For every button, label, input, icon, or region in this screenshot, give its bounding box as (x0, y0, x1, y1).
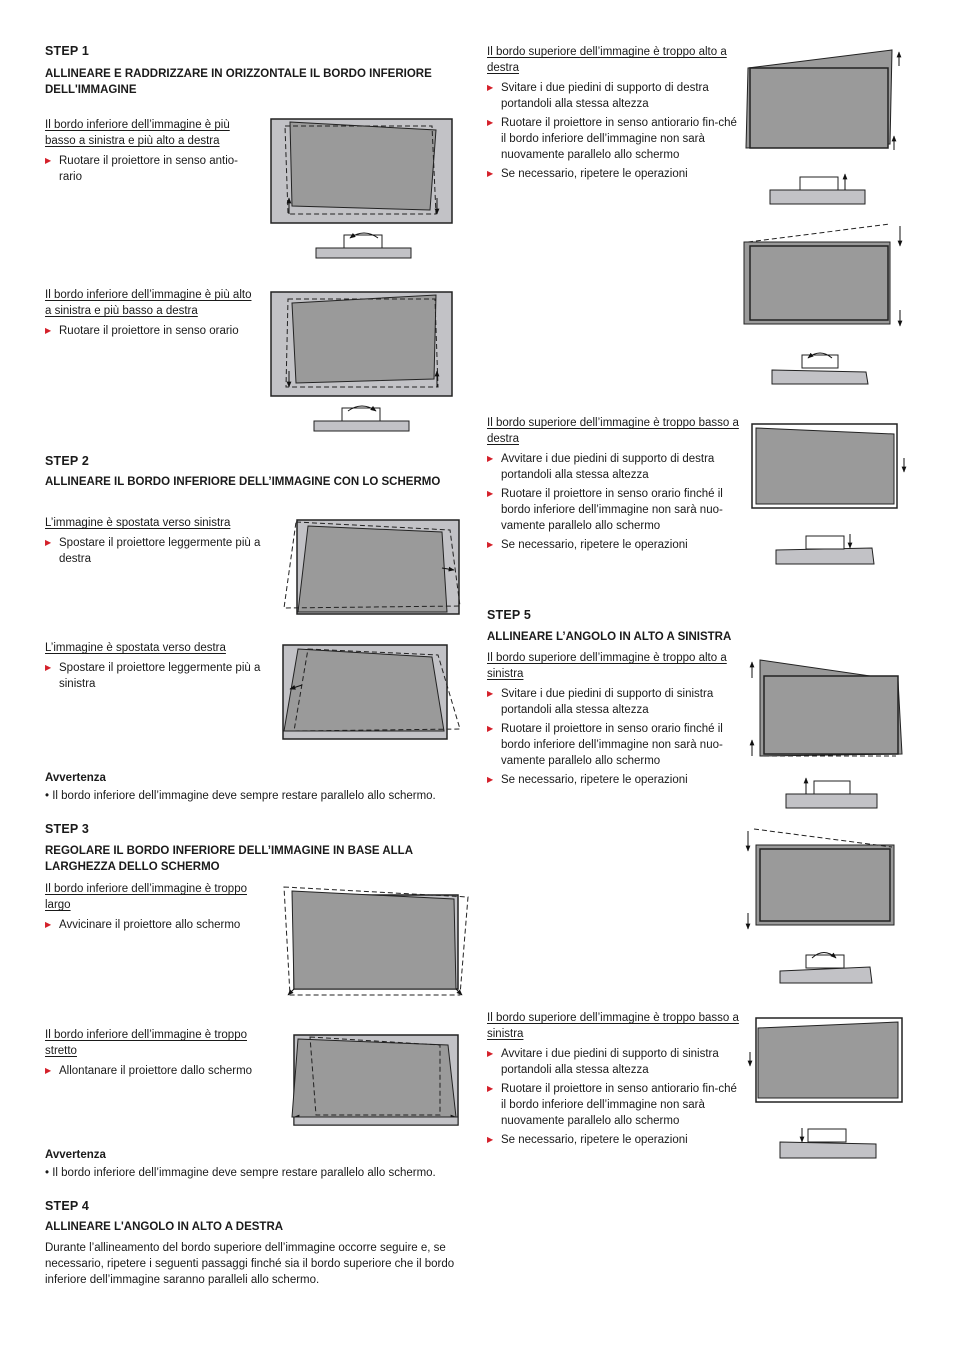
step3-case-b-condition: Il bordo inferiore dell’immagine è troppo stretto (45, 1029, 247, 1057)
step3-case-a-condition: Il bordo inferiore dell’immagine è troppo largo (45, 883, 247, 911)
step2-case-a-bullet: ▶ Spostare il proiettore leggermente più a destra (45, 535, 275, 567)
step5-case-a-bullet-1: ▶ Svitare i due piedini di supporto di sinistra portandoli alla stessa altezza (487, 686, 745, 718)
step2-case-b-bullet: ▶ Spostare il proiettore leggermente più a sinistra (45, 660, 275, 692)
step4-case-a-bullet-3: ▶ Se necessario, ripetere le operazioni (487, 166, 742, 182)
step4-case-b-bullet-2: ▶ Ruotare il proiettore in senso orario finché il bordo inferiore dell’immagine non sarà nuo-vamente parallelo allo schermo (487, 486, 745, 534)
step4-figure-b (750, 422, 915, 572)
step5-figure-a2 (742, 827, 912, 987)
step5-case-a-bullet-2: ▶ Ruotare il proiettore in senso orario finché il bordo inferiore dell’immagine non sarà nuo-vamente parallelo allo schermo (487, 721, 745, 769)
step5-case-b-condition: Il bordo superiore dell’immagine è troppo basso a sinistra (487, 1012, 739, 1040)
step5-figure-b (746, 1016, 911, 1166)
step4-intro: Durante l’allineamento del bordo superiore dell’immagine occorre seguire e, se necessario, ripetere i seguenti passaggi finché sia il bordo superiore che il bordo inferiore dell’immagine saranno paralleli allo schermo. (45, 1242, 455, 1286)
step4-case-b-condition: Il bordo superiore dell’immagine è troppo basso a destra (487, 417, 739, 445)
step3-case-a-bullet: ▶ Avvicinare il proiettore allo schermo (45, 917, 270, 933)
step5-case-a-bullet-3: ▶ Se necessario, ripetere le operazioni (487, 772, 745, 788)
step5-case-b-bullet-2: ▶ Ruotare il proiettore in senso antiorario fin-ché il bordo inferiore dell’immagine non sarà nuovamente parallelo allo schermo (487, 1081, 745, 1129)
step5-case-a-condition: Il bordo superiore dell’immagine è troppo alto a sinistra (487, 652, 727, 680)
step2-figure-a (282, 518, 467, 618)
step4-figure-a1 (744, 48, 909, 208)
step5-case-b (487, 1010, 745, 1148)
step5-figure-a1 (746, 656, 911, 814)
step4-case-a-condition: Il bordo superiore dell’immagine è troppo alto a destra (487, 46, 727, 74)
step4-case-a (487, 44, 742, 182)
step5-case-b-bullet-3: ▶ Se necessario, ripetere le operazioni (487, 1132, 745, 1148)
step2-figure-b (282, 643, 467, 743)
step2-case-b (45, 640, 275, 692)
step1-title: ALLINEARE E RADDRIZZARE IN ORIZZONTALE IL BORDO INFERIORE DELL'IMMAGINE (45, 68, 432, 96)
step4-case-b (487, 415, 745, 553)
step3-figure-a (282, 885, 472, 1000)
step4-case-a-bullet-2: ▶ Ruotare il proiettore in senso antiorario fin-ché il bordo inferiore dell’immagine non sarà nuovamente parallelo allo schermo (487, 115, 742, 163)
step4-case-b-bullet-3: ▶ Se necessario, ripetere le operazioni (487, 537, 745, 553)
step2-warning-title: Avvertenza (45, 772, 106, 784)
step5-title: ALLINEARE L’ANGOLO IN ALTO A SINISTRA (487, 631, 732, 643)
step1-case-a (45, 117, 260, 185)
step3-title: REGOLARE IL BORDO INFERIORE DELL’IMMAGINE IN BASE ALLA LARGHEZZA DELLO SCHERMO (45, 845, 413, 873)
step2-case-a (45, 515, 275, 567)
step3-case-a (45, 881, 270, 933)
step1-label: STEP 1 (45, 44, 90, 58)
step3-case-b-bullet: ▶ Allontanare il proiettore dallo schermo (45, 1063, 270, 1079)
step2-label: STEP 2 (45, 454, 90, 468)
step5-label: STEP 5 (487, 608, 532, 622)
step2-warning-text: • Il bordo inferiore dell’immagine deve sempre restare parallelo allo schermo. (45, 790, 436, 802)
step2-case-a-condition: L’immagine è spostata verso sinistra (45, 517, 231, 529)
step4-label: STEP 4 (45, 1199, 90, 1213)
step4-title: ALLINEARE L'ANGOLO IN ALTO A DESTRA (45, 1221, 284, 1233)
step5-case-a (487, 650, 745, 788)
step5-case-b-bullet-1: ▶ Avvitare i due piedini di supporto di sinistra portandoli alla stessa altezza (487, 1046, 745, 1078)
step3-case-b (45, 1027, 270, 1079)
step1-case-b-bullet: ▶ Ruotare il proiettore in senso orario (45, 323, 260, 339)
step2-case-b-condition: L’immagine è spostata verso destra (45, 642, 226, 654)
step1-figure-a (270, 118, 460, 263)
step3-label: STEP 3 (45, 822, 90, 836)
step4-figure-a2 (744, 222, 909, 387)
step3-warning-text: • Il bordo inferiore dell’immagine deve sempre restare parallelo allo schermo. (45, 1167, 436, 1179)
step1-case-b (45, 287, 260, 339)
step4-case-b-bullet-1: ▶ Avvitare i due piedini di supporto di destra portandoli alla stessa altezza (487, 451, 745, 483)
step3-figure-b (290, 1031, 465, 1131)
step1-figure-b (270, 291, 460, 436)
step3-warning-title: Avvertenza (45, 1149, 106, 1161)
step1-case-a-bullet: ▶ Ruotare il proiettore in senso antio-rario (45, 153, 260, 185)
step1-case-b-condition: Il bordo inferiore dell’immagine è più alto a sinistra e più basso a destra (45, 289, 252, 317)
step4-case-a-bullet-1: ▶ Svitare i due piedini di supporto di destra portandoli alla stessa altezza (487, 80, 742, 112)
step2-title: ALLINEARE IL BORDO INFERIORE DELL’IMMAGINE CON LO SCHERMO (45, 476, 441, 488)
step1-case-a-condition: Il bordo inferiore dell’immagine è più basso a sinistra e più alto a destra (45, 119, 230, 147)
